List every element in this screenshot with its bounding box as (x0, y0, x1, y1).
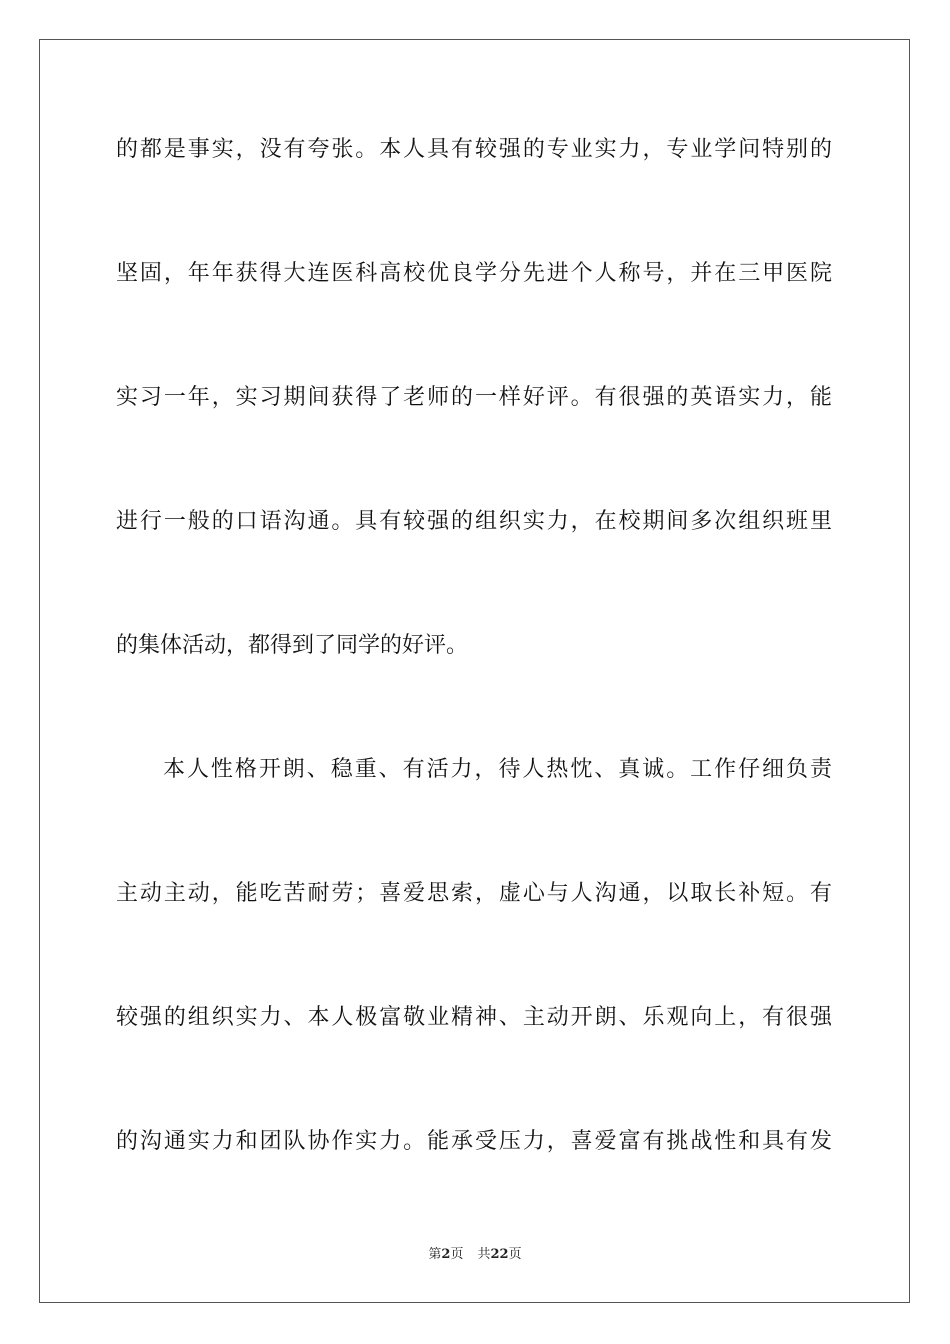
footer-page-number: 2 (441, 1247, 451, 1262)
paragraph-2-first-line: 本人性格开朗、稳重、有活力，待人热忱、真诚。工作仔细负责 (163, 757, 832, 782)
footer-page-suffix: 页 (450, 1247, 464, 1262)
text-line-2: 坚固，年年获得大连医科高校优良学分先进个人称号，并在三甲医院 (116, 261, 832, 286)
text-line-8: 较强的组织实力、本人极富敬业精神、主动开朗、乐观向上，有很强 (116, 1005, 832, 1030)
text-line-5: 的集体活动，都得到了同学的好评。 (116, 633, 469, 658)
page-border (39, 39, 910, 1303)
footer-page-prefix: 第 (428, 1247, 442, 1262)
footer-total-suffix: 页 (508, 1247, 522, 1262)
footer-total-pages: 22 (490, 1247, 509, 1262)
footer-total-prefix: 共 (477, 1247, 491, 1262)
text-line-7: 主动主动，能吃苦耐劳；喜爱思索，虚心与人沟通，以取长补短。有 (116, 881, 832, 906)
text-line-9: 的沟通实力和团队协作实力。能承受压力，喜爱富有挑战性和具有发 (116, 1129, 832, 1154)
text-line-4: 进行一般的口语沟通。具有较强的组织实力，在校期间多次组织班里 (116, 509, 832, 534)
text-line-3: 实习一年，实习期间获得了老师的一样好评。有很强的英语实力，能 (116, 385, 832, 410)
text-line-1: 的都是事实，没有夸张。本人具有较强的专业实力，专业学问特别的 (116, 137, 832, 162)
page-footer (0, 1246, 950, 1264)
